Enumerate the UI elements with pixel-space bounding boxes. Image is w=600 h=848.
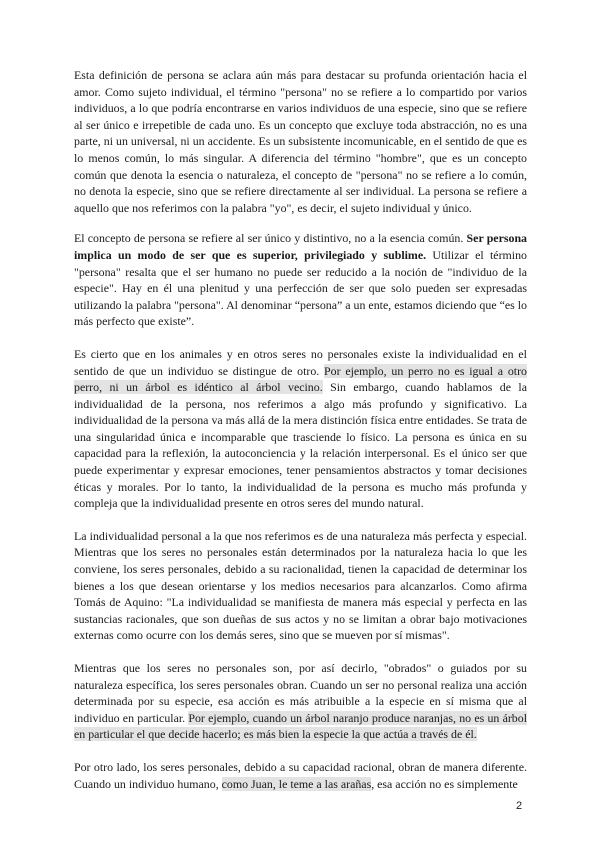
paragraph-text: Sin embargo, cuando hablamos de la individualidad de la persona, nos referimos a algo más profundo y significativo. La individualidad de la persona va más allá de la mera distinción física entre entidades. Se trata de una singularidad única e incomparable que trasciende lo físico. La persona es única en su capacidad para la reflexión, la autoconciencia y la relación interpersonal. Es el único ser que puede experimentar y expresar emociones, tener pensamientos abstractos y tomar decisiones éticas y morales. Por lo tanto, la individualidad de la persona es mucho más profunda y compleja que la individualidad presente en otros seres del mundo natural. xyxy=(74,380,527,511)
paragraph-text: Por otro lado, los seres personales, debido a su capacidad racional, obran de manera diferente. Cuando un individuo humano, xyxy=(74,759,527,791)
page-number: 2 xyxy=(516,800,523,812)
paragraph-1 xyxy=(74,67,527,216)
bold-emphasis: Ser persona implica un modo de ser que es superior, privilegiado y sublime. xyxy=(74,231,527,262)
paragraph-3 xyxy=(74,346,527,512)
paragraph-text: La individualidad personal a la que nos referimos es de una naturaleza más perfecta y especial. Mientras que los seres no personales están determinados por la naturaleza hacia lo que les conviene, los seres personales, debido a su racionalidad, tienen la capacidad de determinar los bienes a los que desean orientarse y los medios necesarios para alcanzarlos. Como afirma Tomás de Aquino: "La individualidad se manifiesta de manera más especial y perfecta en las sustancias racionales, que son dueñas de sus actos y no se limitan a obrar bajo motivaciones externas como ocurre con los demás seres, sino que se mueven por sí mismas". xyxy=(74,528,527,643)
paragraph-text: Es cierto que en los animales y en otros seres no personales existe la individualidad en el sentido de que un individuo se distingue de otro. xyxy=(74,346,527,378)
paragraph-text: Mientras que los seres no personales son, por así decirlo, "obrados" o guiados por su naturaleza específica, los seres personales obran. Cuando un ser no personal realiza una acción determinada por su especie, esa acción es más atribuible a la especie en sí misma que al individuo en particular. xyxy=(74,661,527,725)
paragraph-text: Utilizar el término "persona" resalta que el ser humano no puede ser reducido a la noción de "individuo de la especie". Hay en él una plenitud y una perfección de ser que solo pueden ser expresadas utilizando la palabra "persona". Al denominar “persona” a un ente, estamos diciendo que “es lo más perfecto que existe”. xyxy=(74,247,527,329)
highlighted-text: Por ejemplo, cuando un árbol naranjo produce naranjas, no es un árbol en particular el que decide hacerlo; es más bien la especie la que actúa a través de él. xyxy=(74,710,528,742)
paragraph-5 xyxy=(74,660,527,743)
highlighted-text: como Juan, le teme a las arañas xyxy=(221,776,372,791)
paragraph-2 xyxy=(74,230,527,330)
paragraph-6 xyxy=(74,759,527,792)
paragraph-4 xyxy=(74,528,527,644)
paragraph-text: , esa acción no es simplemente xyxy=(371,776,518,791)
paragraph-text: El concepto de persona se refiere al ser único y distintivo, no a la esencia común. xyxy=(74,231,467,246)
document-body xyxy=(74,67,527,808)
highlighted-text: Por ejemplo, un perro no es igual a otro perro, ni un árbol es idéntico al árbol vecino. xyxy=(74,363,527,395)
paragraph-text: Esta definición de persona se aclara aún más para destacar su profunda orientación hacia el amor. Como sujeto individual, el término "persona" no se refiere a lo compartido por varios individuos, a lo que podría encontrarse en varios individuos de una especie, sino que se refiere al ser único e irrepetible de cada uno. Es un concepto que excluye toda abstracción, no es una parte, ni un universal, ni un accidente. Es un subsistente incomunicable, en el sentido de que es lo menos común, lo más singular. A diferencia del término "hombre", que es un concepto común que denota la esencia o naturaleza, el concepto de "persona" no se refiere a lo común, no denota la especie, sino que se refiere directamente al ser individual. La persona se refiere a aquello que nos referimos con la palabra "yo", es decir, el sujeto individual y único. xyxy=(74,68,527,215)
